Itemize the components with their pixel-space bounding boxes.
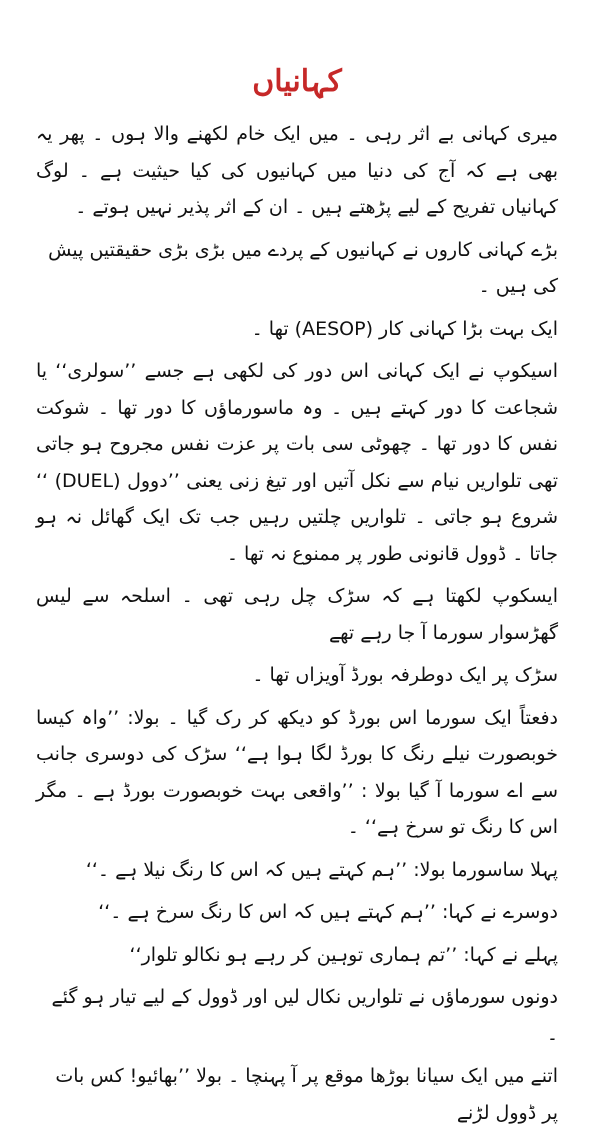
page-title: کہانیاں [252, 64, 342, 99]
paragraph: میری کہانی بے اثر رہی ۔ میں ایک خام لکھنے والا ہوں ۔ پھر یہ بھی ہے کہ آج کی دنیا میں کہانیوں کی کیا حیثیت ہے ۔ لوگ کہانیاں تفریح کے لیے پڑھتے ہیں ۔ ان کے اثر پذیر نہیں ہوتے ۔ [36, 123, 558, 218]
paragraph: دونوں سورماؤں نے تلواریں نکال لیں اور ڈوول کے لیے تیار ہو گئے ۔ [51, 986, 558, 1045]
paragraph: بڑے کہانی کاروں نے کہانیوں کے پردے میں بڑی بڑی حقیقتیں پیش کی ہیں ۔ [48, 238, 558, 297]
paragraph: ایسکوپ لکھتا ہے کہ سڑک چل رہی تھی ۔ اسلحہ سے لیس گھڑسوار سورما آ جا رہے تھے [36, 585, 558, 644]
paragraph: پہلے نے کہا: ’’تم ہماری توہین کر رہے ہو نکالو تلوار‘‘ [129, 943, 558, 966]
paragraph: پہلا ساسورما بولا: ’’ہم کہتے ہیں کہ اس کا رنگ نیلا ہے ۔‘‘ [85, 858, 558, 881]
paragraph: اسیکوپ نے ایک کہانی اس دور کی لکھی ہے جسے ’’سولری‘‘ یا شجاعت کا دور کہتے ہیں ۔ وہ ماسورماؤں کا دور تھا ۔ شوکت نفس کا دور تھا ۔ چھوٹی سی بات پر عزت نفس مجروح ہو جاتی تھی تلواریں نیام سے نکل آتیں اور تیغ زنی یعنی ’’دوول (DUEL) ‘‘ شروع ہو جاتی ۔ تلواریں چلتیں رہیں جب تک ایک گھائل نہ ہو جاتا ۔ ڈوول قانونی طور پر ممنوع نہ تھا ۔ [36, 360, 559, 565]
paragraph: اتنے میں ایک سیانا بوڑھا موقع پر آ پہنچا ۔ بولا ’’بھائیو! کس بات پر ڈوول لڑنے [55, 1065, 558, 1124]
paragraph: ایک بہت بڑا کہانی کار (AESOP) تھا ۔ [251, 317, 558, 340]
paragraph: دوسرے نے کہا: ’’ہم کہتے ہیں کہ اس کا رنگ سرخ ہے ۔‘‘ [98, 901, 558, 923]
paragraph: دفعتاً ایک سورما اس بورڈ کو دیکھ کر رک گیا ۔ بولا: ’’واہ کیسا خوبصورت نیلے رنگ کا بورڈ لگا ہوا ہے‘‘ سڑک کی دوسری جانب سے اے سورما آ گیا بولا : ’’واقعی بہت خوبصورت بورڈ ہے ۔ مگر اس کا رنگ تو سرخ ہے‘‘ ۔ [36, 706, 558, 838]
paragraph: سڑک پر ایک دوطرفہ بورڈ آویزاں تھا ۔ [252, 664, 558, 686]
